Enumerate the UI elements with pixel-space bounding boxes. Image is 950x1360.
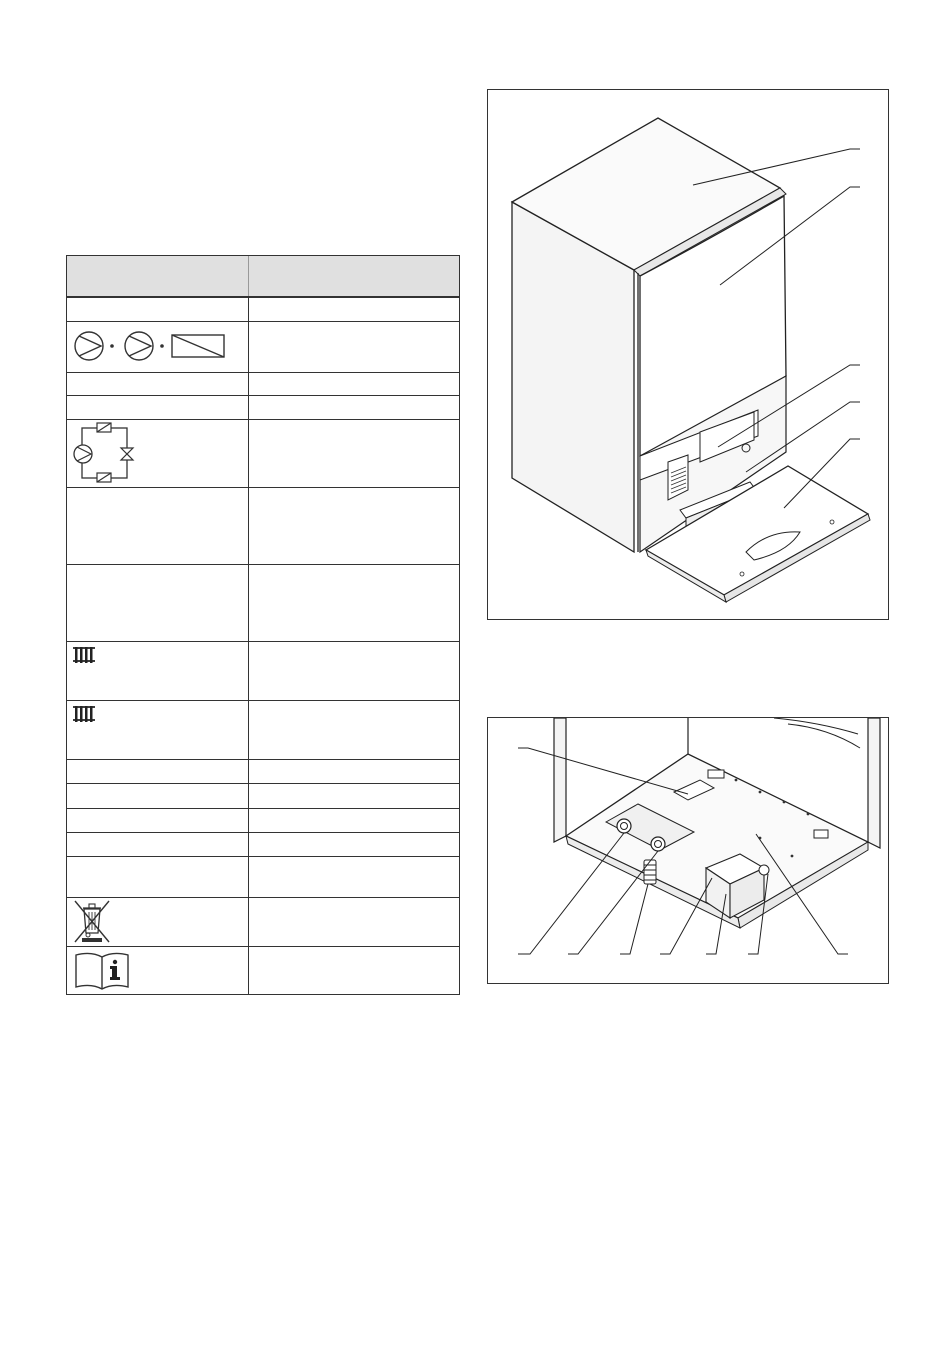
table-row xyxy=(67,419,459,487)
table-row xyxy=(67,897,459,946)
symbol-table xyxy=(66,255,460,995)
unit-underside-illustration xyxy=(488,718,890,985)
table-row xyxy=(67,372,459,395)
unit-overview-illustration xyxy=(488,90,890,621)
table-row xyxy=(67,759,459,783)
table-row xyxy=(67,832,459,856)
table-header-cell-symbol xyxy=(67,256,249,296)
table-row xyxy=(67,946,459,994)
table-row xyxy=(67,783,459,808)
table-header-row xyxy=(67,256,459,297)
table-row xyxy=(67,321,459,372)
compressor-condenser-expansion-icon xyxy=(67,322,249,373)
table-row xyxy=(67,641,459,700)
table-row xyxy=(67,808,459,832)
table-row xyxy=(67,487,459,564)
radiator-icon xyxy=(67,642,249,701)
table-row xyxy=(67,564,459,641)
read-manual-icon xyxy=(67,947,249,995)
table-row xyxy=(67,297,459,321)
figure-unit-overview xyxy=(487,89,889,620)
radiator-icon xyxy=(67,701,249,760)
figure-unit-underside xyxy=(487,717,889,984)
table-row xyxy=(67,856,459,897)
table-header-cell-meaning xyxy=(249,256,459,296)
refrigerant-circuit-icon xyxy=(67,420,249,488)
table-row xyxy=(67,395,459,419)
table-row xyxy=(67,700,459,759)
weee-crossed-bin-icon xyxy=(67,898,249,947)
